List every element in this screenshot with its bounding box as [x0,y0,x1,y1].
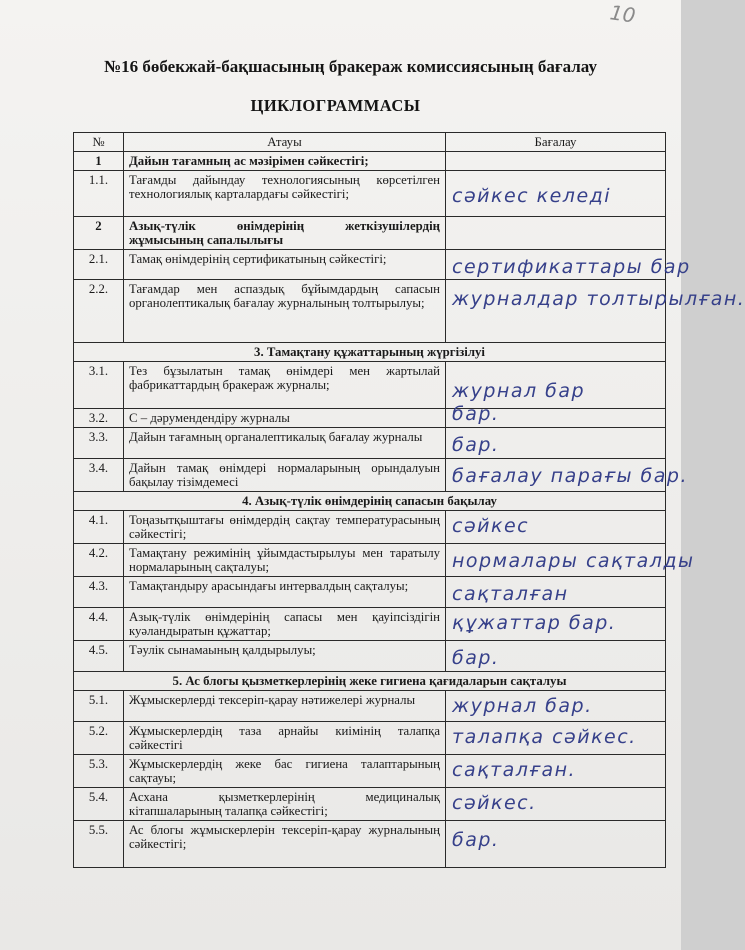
row-name: Тамақтану режимінің ұйымдастырылуы мен таратылу нормаларының сақталуы; [124,544,446,577]
row-grade-cell [446,511,666,544]
row-grade-cell [446,722,666,755]
row-grade-cell [446,459,688,492]
row-number: 1.1. [74,171,124,217]
handwritten-grade: бар. [452,829,500,851]
handwritten-grade: сәйкес [452,515,530,537]
row-name: Ас блогы жұмыскерлерін тексеріп-қарау журналының сәйкестігі; [124,821,446,868]
row-name: Тамақтандыру арасындағы интервалдың сақталуы; [124,577,446,608]
row-number: 5.4. [74,788,124,821]
document-title: №16 бөбекжай-бақшасының бракераж комиссиясының бағалау [104,57,597,76]
row-name: Тез бұзылатын тамақ өнімдері мен жартылай фабрикаттардың бракераж журналы; [124,362,446,409]
handwritten-grade: сертификаттары бар [452,256,691,278]
row-grade-cell [446,608,666,641]
row-grade-cell [446,577,666,608]
section-heading: 5. Ас блогы қызметкерлерінің жеке гигиена қағидаларын сақталуы [74,672,666,691]
row-number: 5.2. [74,722,124,755]
row-number: 4.2. [74,544,124,577]
table-row [74,171,666,217]
row-grade-cell [446,171,666,217]
table-row [74,280,666,343]
row-grade-cell [446,403,666,428]
table-header-row [74,133,666,152]
row-number: 5.3. [74,755,124,788]
handwritten-grade: сәйкес келеді [452,185,612,207]
row-name: Дайын тағамның ас мәзірімен сәйкестігі; [124,152,446,171]
header-no: № [74,133,124,152]
row-name: Тамақ өнімдерінің сертификатының сәйкестігі; [124,250,446,280]
table-row [74,788,666,821]
table-row [74,755,666,788]
table-row [74,492,666,511]
table-row [74,641,666,672]
row-number: 2.1. [74,250,124,280]
header-grade: Бағалау [446,133,666,152]
row-name: Тағамды дайындау технологиясының көрсетілген технологиялық карталардағы сәйкестігі; [124,171,446,217]
section-heading: 3. Тамақтану құжаттарының жүргізілуі [74,343,666,362]
handwritten-grade: журналдар толтырылған. [452,288,745,310]
handwritten-grade: журнал бар. [452,695,593,717]
row-name: Тәулік сынамаының қалдырылуы; [124,641,446,672]
handwritten-grade: сақталған. [452,759,577,781]
row-grade-cell [446,821,666,868]
table-row [74,722,666,755]
row-grade-cell [446,362,666,409]
table-row [74,362,666,409]
row-number: 2.2. [74,280,124,343]
row-number: 1 [74,152,124,171]
row-name: С – дәрумендендіру журналы [124,409,446,428]
header-name: Атауы [124,133,446,152]
row-number: 3.2. [74,409,124,428]
handwritten-grade: бар. [452,647,500,669]
handwritten-grade: нормалары сақталды [452,550,695,572]
table-row [74,672,666,691]
row-name: Дайын тағамның органалептикалық бағалау журналы [124,428,446,459]
section-heading: 4. Азық-түлік өнімдерінің сапасын бақылау [74,492,666,511]
table-row [74,409,666,428]
table-row [74,577,666,608]
row-number: 4.5. [74,641,124,672]
row-number: 4.1. [74,511,124,544]
row-number: 5.5. [74,821,124,868]
handwritten-grade: құжаттар бар. [452,612,617,634]
handwritten-grade: журнал бар [452,380,586,402]
row-grade-cell [446,755,666,788]
row-grade-cell [446,691,666,722]
row-name: Асхана қызметкерлерінің медициналық кітапшаларының талапқа сәйкестігі; [124,788,446,821]
row-name: Жұмыскерлерді тексеріп-қарау нәтижелері журналы [124,691,446,722]
row-number: 5.1. [74,691,124,722]
row-grade-cell [446,788,666,821]
cyclogram-table [73,132,745,868]
row-number: 3.4. [74,459,124,492]
row-grade-cell [446,641,666,672]
row-grade-cell [446,428,666,459]
table-row [74,544,666,577]
table-row [74,152,666,171]
document-subtitle: ЦИКЛОГРАММАСЫ [250,96,421,115]
row-name: Азық-түлік өнімдерінің сапасы мен қауіпсіздігін куәландыратын құжаттар; [124,608,446,641]
row-grade-cell [446,152,666,171]
row-grade-cell [446,280,745,343]
table-row [74,459,666,492]
table-row [74,217,666,250]
row-name: Азық-түлік өнімдерінің жеткізушілердің жұмысының сапалылығы [124,217,446,250]
handwritten-grade: бар. [452,434,500,456]
handwritten-grade: сәйкес. [452,792,537,814]
row-number: 4.4. [74,608,124,641]
table-row [74,250,666,280]
row-number: 2 [74,217,124,250]
table-row [74,821,666,868]
row-grade-cell [446,217,666,250]
handwritten-grade: сақталған [452,583,569,605]
row-name: Жұмыскерлердің таза арнайы киімінің талапқа сәйкестігі [124,722,446,755]
row-name: Жұмыскерлердің жеке бас гигиена талаптарының сақтауы; [124,755,446,788]
handwritten-grade: талапқа сәйкес. [452,726,637,748]
row-name: Тоңазытқыштағы өнімдердің сақтау температурасының сәйкестігі; [124,511,446,544]
row-name: Дайын тамақ өнімдері нормаларының орындалуын бақылау тізімдемесі [124,459,446,492]
handwritten-grade: бар. [452,403,500,425]
handwritten-grade: бағалау парағы бар. [452,465,688,487]
table-row [74,691,666,722]
row-number: 3.3. [74,428,124,459]
row-name: Тағамдар мен аспаздық бұйымдардың сапасын органолептикалық бағалау журналының толтырылуы; [124,280,446,343]
table-row [74,343,666,362]
row-grade-cell [446,544,695,577]
table-row [74,428,666,459]
table-row [74,511,666,544]
row-number: 4.3. [74,577,124,608]
row-grade-cell [446,250,691,280]
page-number: 10 [608,0,637,28]
row-number: 3.1. [74,362,124,409]
table-row [74,608,666,641]
